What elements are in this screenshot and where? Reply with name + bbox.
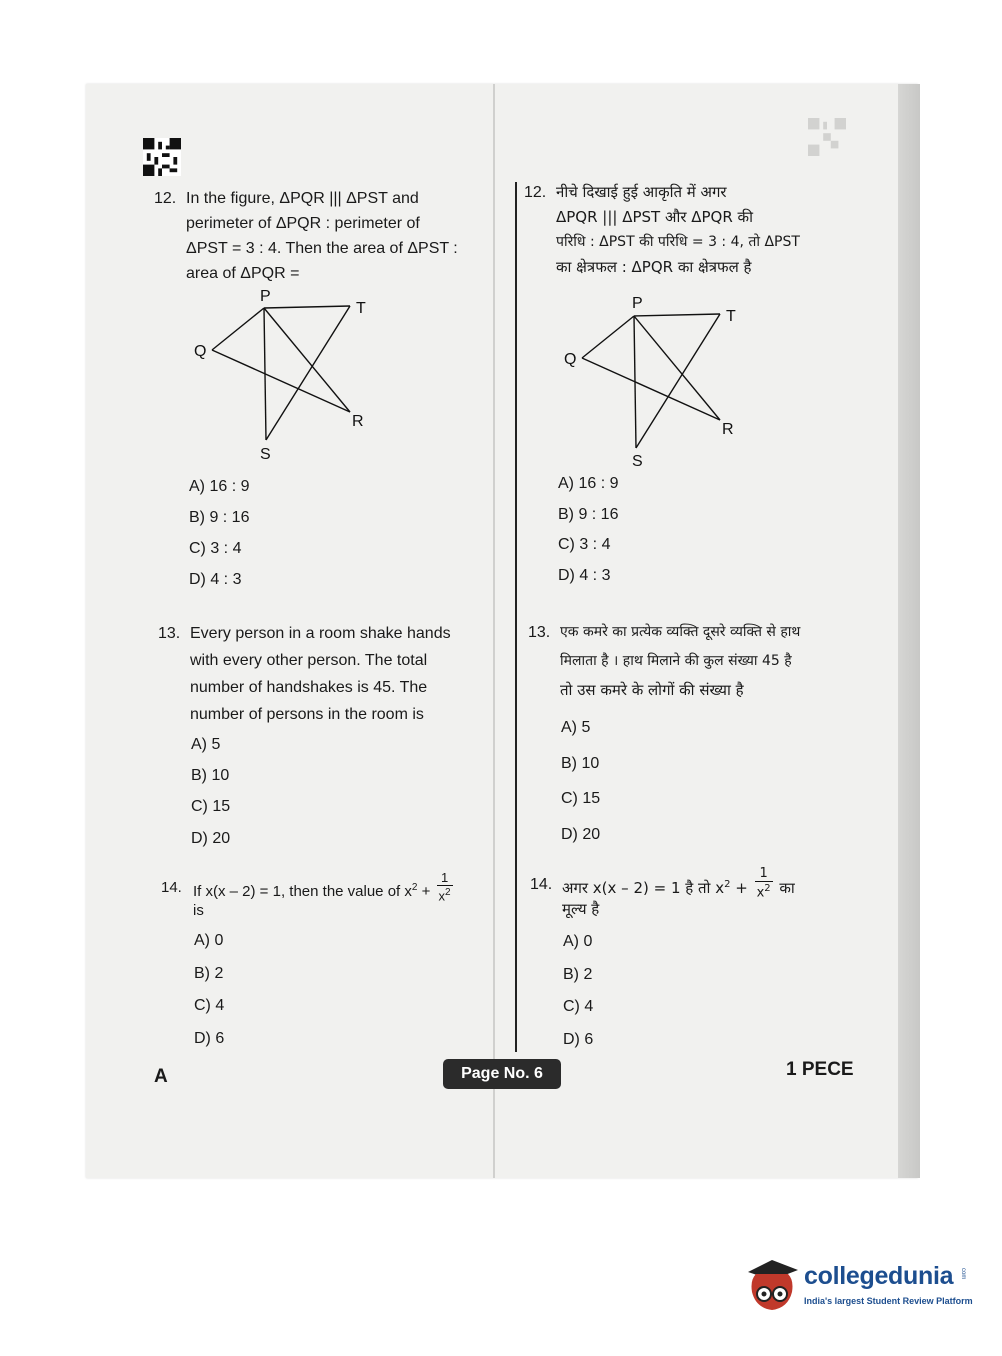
question-text: का [774, 879, 795, 898]
option-c[interactable]: C) 3 : 4 [189, 540, 242, 557]
question-number: 14. [530, 876, 553, 893]
triangle-figure-hi [560, 292, 760, 472]
question-number: 12. [154, 190, 177, 207]
question-14-hi [530, 866, 850, 920]
option-b[interactable]: B) 10 [561, 755, 600, 772]
question-line: ΔPQR ||| ΔPST और ΔPQR की [556, 208, 753, 226]
mascot-icon [742, 1250, 802, 1314]
question-number: 12. [524, 184, 547, 201]
question-number: 13. [528, 624, 551, 641]
question-line: मिलाता है । हाथ मिलाने की कुल संख्या 45 है [560, 653, 792, 669]
label-p: P [260, 288, 271, 305]
label-r: R [722, 421, 734, 438]
option-b[interactable]: B) 2 [563, 966, 593, 983]
question-line: एक कमरे का प्रत्येक व्यक्ति दूसरे व्यक्ति से हाथ [560, 624, 801, 640]
option-d[interactable]: D) 4 : 3 [189, 571, 242, 588]
question-line: with every other person. The total [190, 652, 428, 669]
fraction [437, 871, 453, 903]
logo-name: collegedunia [804, 1262, 954, 1290]
option-d[interactable]: D) 4 : 3 [558, 567, 611, 584]
question-line: Every person in a room shake hands [190, 625, 451, 642]
fraction [755, 867, 773, 900]
question-number: 14. [161, 879, 182, 896]
collegedunia-logo[interactable] [742, 1250, 972, 1316]
option-a[interactable]: A) 16 : 9 [558, 475, 619, 492]
fraction-denominator: x [438, 888, 446, 904]
option-a[interactable]: A) 0 [563, 933, 593, 950]
label-p: P [632, 295, 643, 312]
question-line: In the figure, ΔPQR ||| ΔPST and [186, 190, 419, 207]
logo-tagline: India's largest Student Review Platform [804, 1296, 973, 1306]
question-line: नीचे दिखाई हुई आकृति में अगर [556, 183, 727, 201]
triangle-figure-en [190, 284, 390, 464]
exponent: 2 [445, 886, 451, 898]
option-d[interactable]: D) 20 [561, 826, 601, 843]
sheet-edge-shadow [898, 84, 920, 1178]
question-line: area of ΔPQR = [186, 265, 300, 282]
question-line: number of handshakes is 45. The [190, 679, 428, 696]
exponent: 2 [411, 882, 418, 893]
option-c[interactable]: C) 15 [191, 798, 231, 815]
question-14-en [161, 870, 491, 920]
label-t: T [356, 300, 366, 317]
option-c[interactable]: C) 4 [563, 998, 594, 1015]
question-13-en [158, 620, 493, 730]
question-line: ΔPST = 3 : 4. Then the area of ΔPST : [186, 240, 458, 257]
question-line: perimeter of ΔPQR : perimeter of [186, 215, 420, 232]
option-d[interactable]: D) 20 [191, 830, 231, 847]
option-b[interactable]: B) 9 : 16 [189, 509, 250, 526]
exponent: 2 [724, 879, 731, 891]
page-number-badge: Page No. 6 [443, 1059, 561, 1089]
option-d[interactable]: D) 6 [194, 1030, 225, 1047]
label-t: T [726, 308, 736, 325]
booklet-series-letter: A [154, 1066, 168, 1087]
question-line: का क्षेत्रफल : ΔPQR का क्षेत्रफल है [556, 258, 752, 276]
question-13-hi [528, 618, 853, 708]
plus-sign: + [730, 879, 753, 898]
question-number: 13. [158, 625, 181, 642]
option-b[interactable]: B) 2 [194, 965, 224, 982]
label-q: Q [564, 351, 577, 368]
option-a[interactable]: A) 16 : 9 [189, 478, 250, 495]
option-c[interactable]: C) 4 [194, 997, 225, 1014]
option-c[interactable]: C) 15 [561, 790, 601, 807]
option-c[interactable]: C) 3 : 4 [558, 536, 611, 553]
label-s: S [632, 453, 643, 470]
question-12-hi [524, 180, 849, 285]
option-b[interactable]: B) 10 [191, 767, 230, 784]
plus-sign: + [417, 883, 435, 900]
fraction-denominator: x [756, 885, 765, 901]
question-line: is [193, 902, 204, 919]
option-a[interactable]: A) 0 [194, 932, 224, 949]
option-a[interactable]: A) 5 [561, 719, 591, 736]
page-fold [493, 84, 495, 1178]
label-r: R [352, 413, 364, 430]
option-a[interactable]: A) 5 [191, 736, 221, 753]
logo-domain: com [960, 1268, 966, 1280]
label-s: S [260, 446, 271, 463]
question-text: अगर x(x – 2) = 1 है तो x [562, 879, 725, 898]
option-d[interactable]: D) 6 [563, 1031, 594, 1048]
question-line: तो उस कमरे के लोगों की संख्या है [560, 681, 744, 699]
question-12-en [154, 186, 489, 291]
qr-code-icon [143, 138, 181, 176]
label-q: Q [194, 343, 207, 360]
paper-code: 1 PECE [786, 1059, 854, 1080]
fraction-numerator: 1 [755, 867, 773, 882]
option-b[interactable]: B) 9 : 16 [558, 506, 619, 523]
question-line: मूल्य है [562, 900, 600, 918]
fraction-numerator: 1 [437, 871, 453, 886]
faint-qr-code-icon [808, 118, 846, 156]
question-text: If x(x – 2) = 1, then the value of x [193, 883, 412, 900]
column-divider [515, 182, 517, 1052]
exponent: 2 [764, 883, 771, 894]
question-line: number of persons in the room is [190, 706, 424, 723]
question-line: परिधि : ΔPST की परिधि = 3 : 4, तो ΔPST [556, 234, 800, 250]
